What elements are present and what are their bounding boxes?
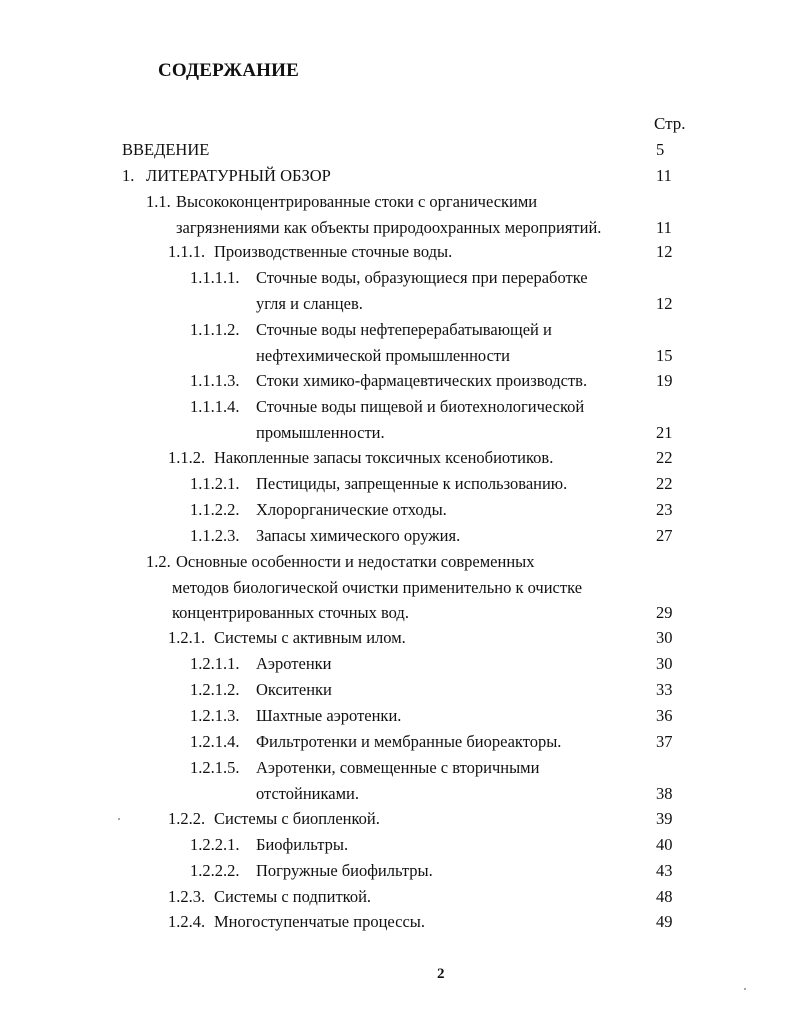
toc-entry-title: Стоки химико-фармацевтических производств. [256, 371, 588, 390]
scan-speck [744, 988, 746, 990]
toc-entry-title: Высококонцентрированные стоки с органическими [176, 192, 538, 211]
toc-entry [0, 628, 798, 654]
toc-entry-title: Хлорорганические отходы. [256, 500, 447, 519]
toc-entry [0, 809, 798, 835]
toc-entry [0, 448, 798, 474]
toc-entry-page: 33 [656, 680, 673, 699]
toc-entry-title-continuation: методов биологической очистки применительно к очистке [172, 577, 583, 597]
toc-entry [0, 526, 798, 552]
toc-entry-title: Накопленные запасы токсичных ксенобиотиков. [214, 448, 554, 467]
toc-entry [0, 268, 798, 313]
toc-entry-title: Фильтротенки и мембранные биореакторы. [256, 732, 562, 751]
toc-entry-number: 1.1.1.1. [190, 268, 240, 287]
toc-entry-page: 43 [656, 861, 673, 880]
toc-entry-title-continuation: отстойниками. [256, 783, 359, 803]
toc-entry-number: 1.2.4. [168, 912, 206, 931]
toc-entry-number: 1.1.1.4. [190, 397, 240, 416]
toc-entry-title: ВВЕДЕНИЕ [122, 140, 210, 159]
toc-entry [0, 654, 798, 680]
toc-entry-title: Аэротенки [256, 654, 332, 673]
toc-entry-title: Сточные воды пищевой и биотехнологической [256, 397, 585, 416]
toc-entry-title: Окситенки [256, 680, 332, 699]
toc-entry-page: 38 [656, 783, 673, 803]
toc-entry-page: 12 [656, 293, 673, 313]
toc-entry [0, 166, 798, 192]
toc-entry-page: 11 [656, 166, 672, 185]
toc-entry-title-continuation: промышленности. [256, 422, 385, 442]
toc-entry-number: 1.2.1.4. [190, 732, 240, 751]
toc-entry-title: Сточные воды нефтеперерабатывающей и [256, 320, 552, 339]
toc-entry [0, 192, 798, 237]
toc-entry-title: Запасы химического оружия. [256, 526, 461, 545]
toc-entry-number: 1.1.2.3. [190, 526, 240, 545]
toc-entry-page: 15 [656, 345, 673, 365]
toc-entry-number: 1.2.1. [168, 628, 206, 647]
toc-entry-page: 5 [656, 140, 665, 159]
toc-entry [0, 397, 798, 442]
toc-entry [0, 861, 798, 887]
toc-entry-page: 39 [656, 809, 673, 828]
toc-entry-page: 30 [656, 628, 673, 647]
toc-entry-page: 40 [656, 835, 673, 854]
toc-entry-page: 36 [656, 706, 673, 725]
toc-entry-number: 1. [122, 166, 135, 185]
toc-entry-number: 1.2.1.2. [190, 680, 240, 699]
toc-entry-page: 30 [656, 654, 673, 673]
toc-entry-title: Производственные сточные воды. [214, 242, 453, 261]
toc-entry-number: 1.2.2. [168, 809, 206, 828]
toc-entry-title-continuation: нефтехимической промышленности [256, 345, 510, 365]
toc-entry-title: Пестициды, запрещенные к использованию. [256, 474, 568, 493]
toc-entry-number: 1.2.1.3. [190, 706, 240, 725]
toc-entry-title: Системы с подпиткой. [214, 887, 372, 906]
toc-entry [0, 371, 798, 397]
toc-entry-number: 1.2.2.2. [190, 861, 240, 880]
toc-entry-page: 49 [656, 912, 673, 931]
toc-entry-page: 22 [656, 474, 673, 493]
toc-entry-number: 1.1.1.2. [190, 320, 240, 339]
toc-entry [0, 706, 798, 732]
toc-entry-number: 1.2.1.1. [190, 654, 240, 673]
toc-entry-page: 29 [656, 603, 673, 623]
toc-entry [0, 912, 798, 938]
toc-entry-title: Погружные биофильтры. [256, 861, 433, 880]
toc-entry-page: 19 [656, 371, 673, 390]
toc-entry [0, 140, 798, 166]
toc-entry-page: 21 [656, 422, 673, 442]
toc-entry [0, 320, 798, 365]
toc-entry-number: 1.1.2.2. [190, 500, 240, 519]
toc-entry-page: 48 [656, 887, 673, 906]
toc-entry-page: 37 [656, 732, 673, 751]
toc-entry-number: 1.1.2. [168, 448, 206, 467]
toc-entry [0, 552, 798, 623]
toc-entry-title: Системы с активным илом. [214, 628, 406, 647]
toc-entry-number: 1.1.2.1. [190, 474, 240, 493]
toc-entry [0, 474, 798, 500]
toc-entry [0, 680, 798, 706]
toc-entry-title: Основные особенности и недостатки современных [176, 552, 535, 571]
toc-entry-title: Системы с биопленкой. [214, 809, 380, 828]
toc-entry-number: 1.2. [146, 552, 171, 571]
toc-entry-title-continuation: загрязнениями как объекты природоохранных мероприятий. [176, 217, 602, 237]
toc-entry-title: Биофильтры. [256, 835, 349, 854]
toc-entry-title: Сточные воды, образующиеся при переработке [256, 268, 588, 287]
toc-entry-page: 12 [656, 242, 673, 261]
toc-entry-page: 11 [656, 217, 672, 237]
toc-entry-title: Аэротенки, совмещенные с вторичными [256, 758, 540, 777]
scan-speck [118, 818, 120, 820]
toc-entry-page: 23 [656, 500, 673, 519]
toc-entry-number: 1.1.1.3. [190, 371, 240, 390]
page-title: СОДЕРЖАНИЕ [158, 60, 299, 81]
toc-entry-number: 1.1.1. [168, 242, 206, 261]
toc-entry-number: 1.2.2.1. [190, 835, 240, 854]
toc-entry [0, 758, 798, 803]
toc-entry [0, 242, 798, 268]
toc-entry-number: 1.2.3. [168, 887, 206, 906]
toc-entry-title-continuation: угля и сланцев. [256, 293, 363, 313]
toc-entry [0, 887, 798, 913]
toc-entry-page: 22 [656, 448, 673, 467]
page-column-label: Стр. [654, 114, 686, 133]
toc-entry [0, 500, 798, 526]
toc-entry-number: 1.1. [146, 192, 171, 211]
page-number: 2 [437, 966, 445, 982]
toc-entry-title-continuation: концентрированных сточных вод. [172, 603, 409, 623]
toc-entry-page: 27 [656, 526, 673, 545]
toc-entry-number: 1.2.1.5. [190, 758, 240, 777]
toc-entry-title: Многоступенчатые процессы. [214, 912, 426, 931]
toc-entry [0, 732, 798, 758]
toc-entry [0, 835, 798, 861]
toc-entry-title: Шахтные аэротенки. [256, 706, 402, 725]
toc-entry-title: ЛИТЕРАТУРНЫЙ ОБЗОР [146, 166, 331, 185]
